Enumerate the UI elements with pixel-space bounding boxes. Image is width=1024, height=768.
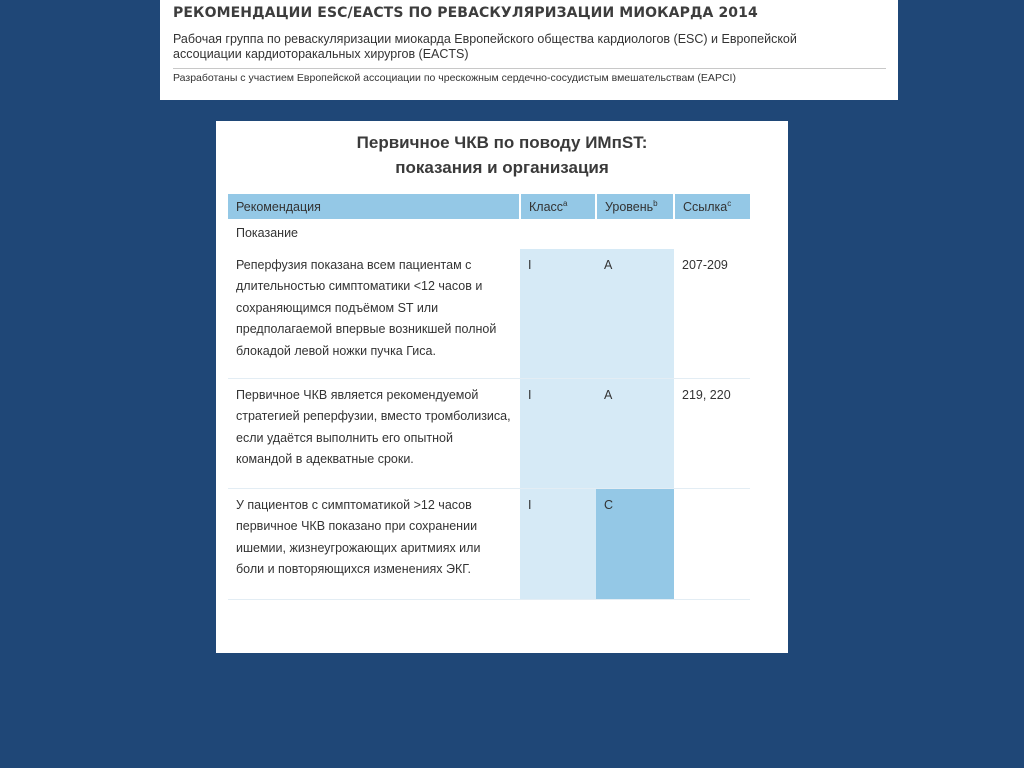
header-reference: Ссылка$^c$ bbox=[674, 194, 750, 219]
level-cell: C bbox=[596, 488, 674, 599]
class-cell: I bbox=[520, 378, 596, 488]
header-recommendation: Рекомендация bbox=[228, 194, 520, 219]
header-level: Уровень$^b$ bbox=[596, 194, 674, 219]
recommendation-text: Первичное ЧКВ является рекомендуемой стратегией реперфузии, вместо тромболизиса, если удаётся выполнить его опытной командой в адекватные сроки. bbox=[228, 378, 520, 488]
table-header-row bbox=[228, 194, 750, 219]
class-cell: I bbox=[520, 249, 596, 379]
level-cell: A bbox=[596, 249, 674, 379]
level-cell: A bbox=[596, 378, 674, 488]
class-cell: I bbox=[520, 488, 596, 599]
reference-cell: 207-209 bbox=[674, 249, 750, 379]
reference-cell bbox=[674, 488, 750, 599]
recommendation-text: У пациентов с симптоматикой >12 часов первичное ЧКВ показано при сохранении ишемии, жизнеугрожающих аритмиях или боли и повторяющихся изменениях ЭКГ. bbox=[228, 488, 520, 599]
section-row bbox=[228, 219, 750, 249]
guideline-title: РЕКОМЕНДАЦИИ ESC/EACTS ПО РЕВАСКУЛЯРИЗАЦИИ МИОКАРДА 2014 bbox=[173, 5, 758, 21]
recommendation-text: Реперфузия показана всем пациентам с длительностью симптоматики <12 часов и сохраняющимся подъёмом ST или предполагаемой впервые возникшей полной блокадой левой ножки пучка Гиса. bbox=[228, 249, 520, 379]
working-group-line-2: ассоциации кардиоторакальных хирургов (EACTS) bbox=[173, 47, 469, 61]
eapci-note: Разработаны с участием Европейской ассоциации по чрескожным сердечно-сосудистым вмешательствам (EAPCI) bbox=[173, 72, 736, 84]
table-row bbox=[228, 378, 750, 488]
working-group-line-1: Рабочая группа по реваскуляризации миокарда Европейского общества кардиологов (ESC) и Европейской bbox=[173, 32, 797, 46]
reference-cell: 219, 220 bbox=[674, 378, 750, 488]
header-divider bbox=[173, 68, 886, 69]
card-title-line-2: показания и организация bbox=[395, 158, 609, 177]
card-title-line-1: Первичное ЧКВ по поводу ИМпST: bbox=[356, 133, 648, 152]
level-footnote-mark: b bbox=[653, 198, 658, 208]
table-row bbox=[228, 249, 750, 379]
recommendation-card bbox=[216, 121, 788, 653]
header-class: Класс$^a$ bbox=[520, 194, 596, 219]
header-banner bbox=[160, 0, 898, 100]
table-row bbox=[228, 488, 750, 599]
working-group-text bbox=[173, 32, 886, 62]
recommendation-table bbox=[228, 194, 750, 600]
section-label: Показание bbox=[236, 226, 299, 240]
class-footnote-mark: a bbox=[563, 198, 568, 208]
reference-footnote-mark: c bbox=[727, 198, 732, 208]
